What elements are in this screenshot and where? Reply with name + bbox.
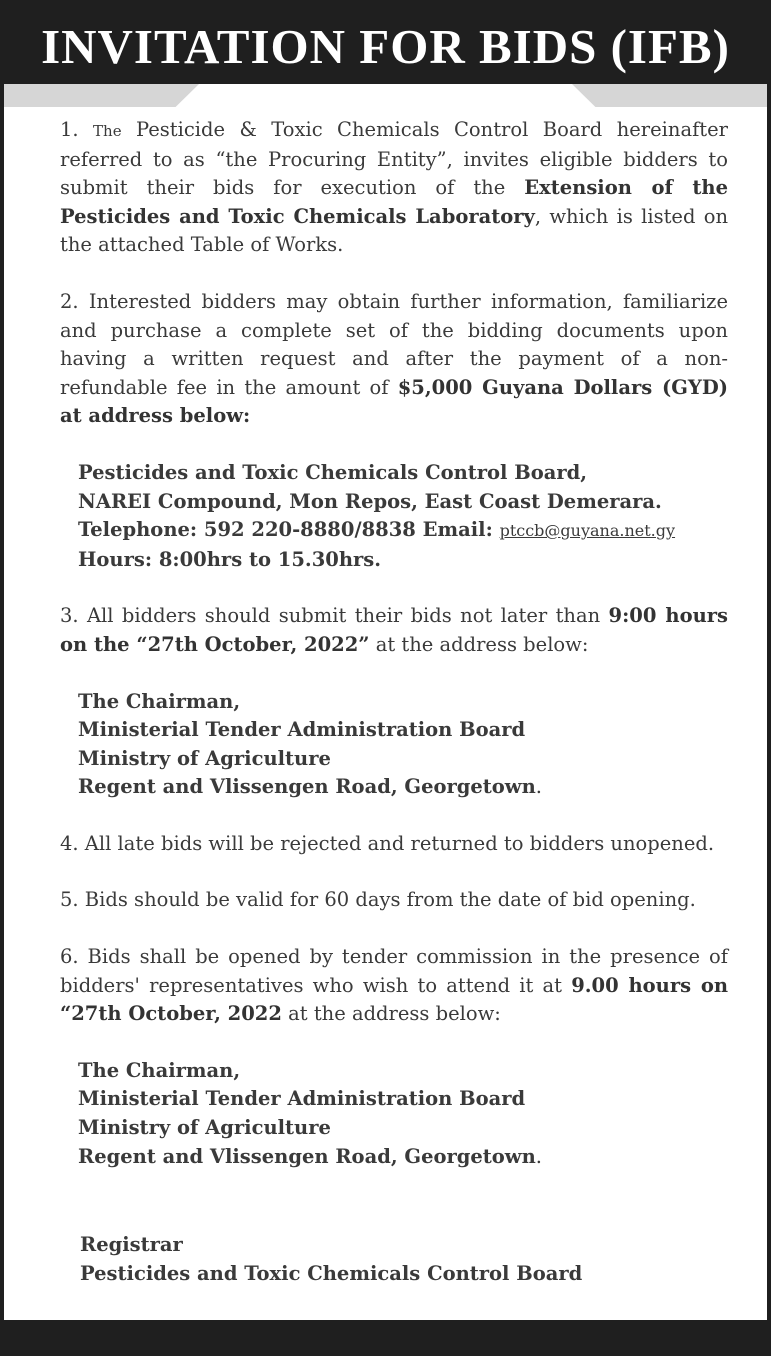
procuring-entity-address: Pesticides and Toxic Chemicals Control Board, NAREI Compound, Mon Repos, East Coast Demerara. Telephone: 592 220-8880/8838 Email: ptccb@guyana.net.gy Hours: 8:00hrs to 15.30hrs. [78, 460, 676, 571]
decorative-tab-left [4, 84, 199, 107]
paragraph-5: 5. Bids should be valid for 60 days from the date of bid opening. [60, 888, 696, 912]
email-link[interactable]: ptccb@guyana.net.gy [499, 521, 676, 541]
decorative-tab-right [572, 84, 767, 107]
paragraph-6: 6. Bids shall be opened by tender commission in the presence of bidders' representatives who wish to attend it at 9.00 hours on “27th October, 2022 at the address below: [60, 945, 729, 1026]
paragraph-1: 1. The Pesticide & Toxic Chemicals Control Board hereinafter referred to as “the Procuring Entity”, invites eligible bidders to submit their bids for execution of the Extension of the Pesticides and Toxic Chemicals Laboratory, which is listed on the attached Table of Works. [60, 118, 729, 257]
paragraph-4: 4. All late bids will be rejected and returned to bidders unopened. [60, 831, 715, 855]
paragraph-2: 2. Interested bidders may obtain further information, familiarize and purchase a complete set of the bidding documents upon having a written request and after the payment of a non-refundable fee in the amount of $5,000 Guyana Dollars (GYD) at address below: [60, 289, 728, 428]
notice-body [60, 116, 728, 1288]
page-title: INVITATION FOR BIDS (IFB) [41, 18, 730, 74]
paragraph-3: 3. All bidders should submit their bids not later than 9:00 hours on the “27th October, 2022” at the address below: [60, 604, 728, 656]
header-bar [0, 0, 771, 84]
footer-bar [0, 1320, 771, 1356]
submission-address: The Chairman, Ministerial Tender Administration Board Ministry of Agriculture Regent and Vlissengen Road, Georgetown. [78, 689, 542, 799]
signature-block: Registrar Pesticides and Toxic Chemicals Control Board [80, 1233, 583, 1285]
opening-address: The Chairman, Ministerial Tender Administration Board Ministry of Agriculture Regent and Vlissengen Road, Georgetown. [78, 1058, 542, 1168]
